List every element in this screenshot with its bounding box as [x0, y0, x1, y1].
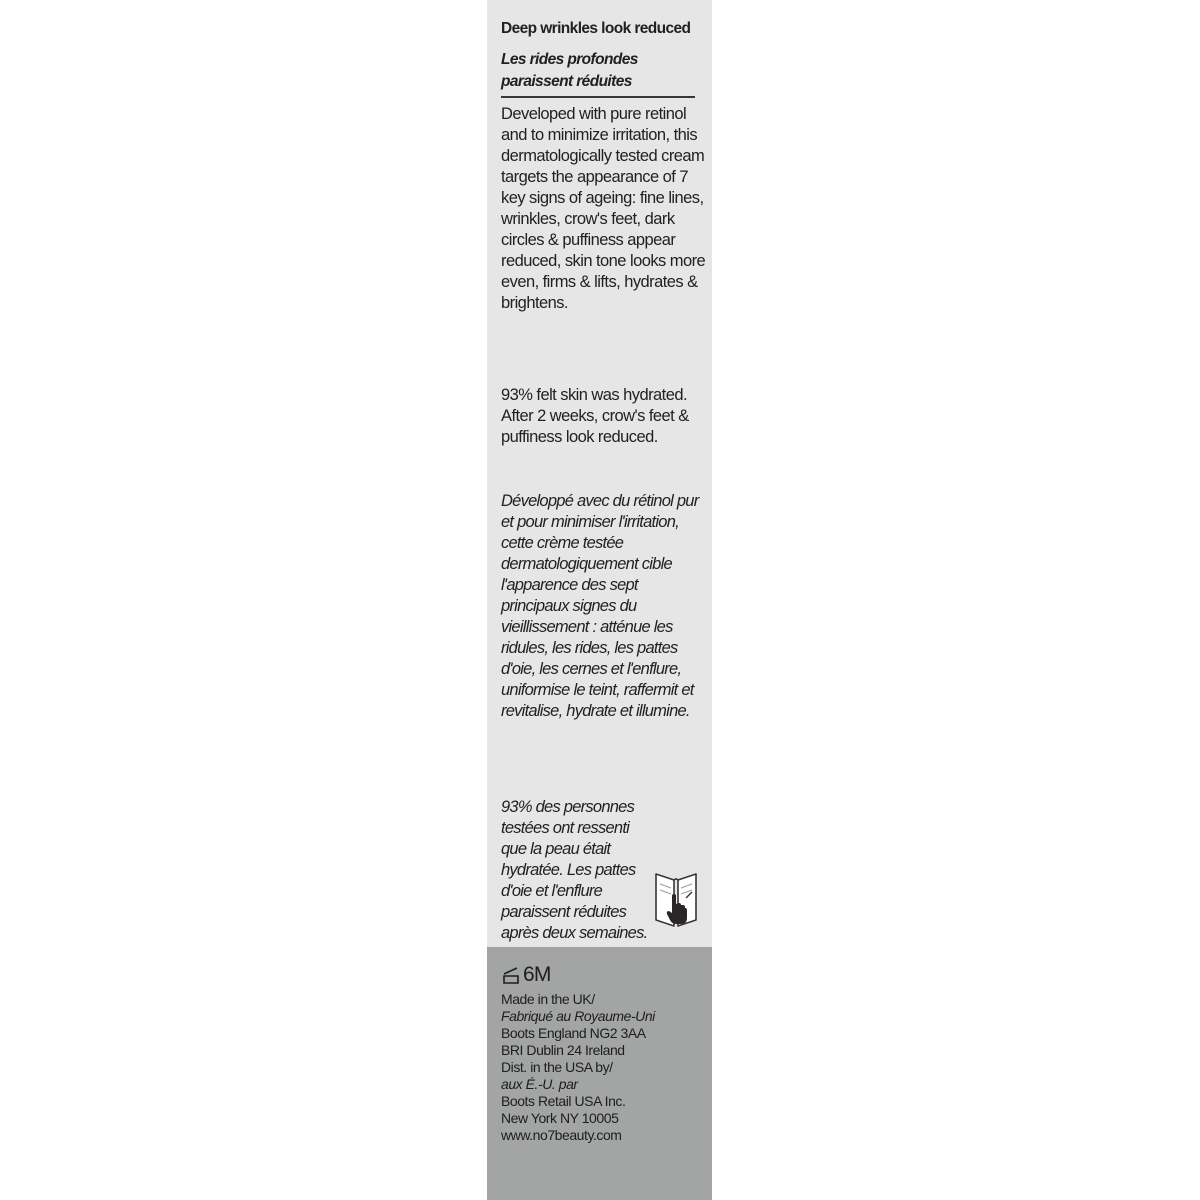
heading-english: Deep wrinkles look reduced — [501, 20, 691, 37]
open-jar-icon — [501, 965, 521, 985]
read-leaflet-icon — [652, 868, 700, 930]
address-line: Made in the UK/ — [501, 991, 595, 1007]
address-line: Dist. in the USA by/ — [501, 1059, 613, 1075]
footer-content — [501, 961, 706, 1144]
address-block — [501, 991, 706, 1144]
claim-french: 93% des personnes testées ont ressenti que la peau était hydratée. Les pattes d'oie et l'enflure paraissent réduites après deux semaines. — [501, 798, 648, 942]
claim-english: 93% felt skin was hydrated. After 2 weeks, crow's feet & puffiness look reduced. — [501, 386, 689, 446]
manufacturer-footer — [487, 947, 712, 1200]
period-after-opening — [501, 961, 706, 989]
address-line: www.no7beauty.com — [501, 1127, 622, 1143]
heading-french: Les rides profondes paraissent réduites — [501, 51, 638, 90]
address-line: Fabriqué au Royaume-Uni — [501, 1008, 655, 1024]
description-french: Développé avec du rétinol pur et pour minimiser l'irritation, cette crème testée dermatologiquement cible l'apparence des sept principaux signes du vieillissement : atténue les ridules, les rides, les pattes d'oie, les cernes et l'enflure, uniformise le teint, raffermit et revitalise, hydrate et illumine. — [501, 492, 699, 720]
address-line: BRI Dublin 24 Ireland — [501, 1042, 625, 1058]
heading-divider — [501, 96, 695, 98]
pao-label: 6M — [523, 963, 551, 986]
packaging-side-panel — [487, 0, 712, 1200]
description-english: Developed with pure retinol and to minimize irritation, this dermatologically tested cream targets the appearance of 7 key signs of ageing: fine lines, wrinkles, crow's feet, dark circles & puffiness appear reduced, skin tone looks more even, firms & lifts, hydrates & brightens. — [501, 105, 706, 312]
address-line: aux É.-U. par — [501, 1076, 578, 1092]
address-line: Boots England NG2 3AA — [501, 1025, 646, 1041]
address-line: Boots Retail USA Inc. — [501, 1093, 626, 1109]
address-line: New York NY 10005 — [501, 1110, 619, 1126]
